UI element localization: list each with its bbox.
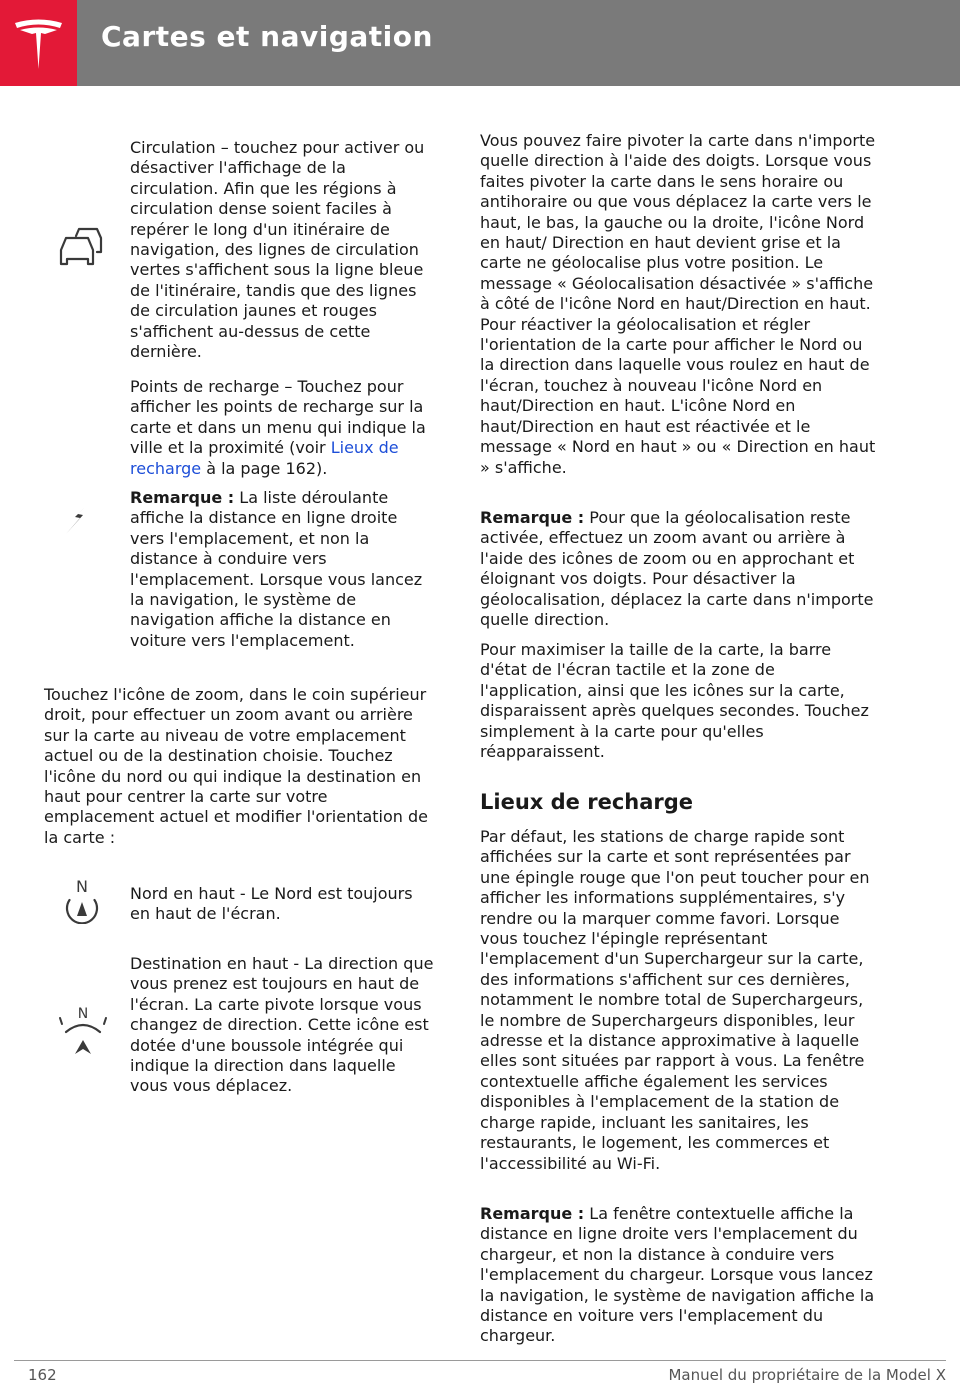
map-rotation-description: Vous pouvez faire pivoter la carte dans n'importe quelle direction à l'aide des doigts. Lorsque vous faites pivoter la carte dans le sens horaire ou antihoraire ou que vous déplacez la carte vers le haut, le bas, la gauche ou la droite, l'icône Nord en haut/ Direction en haut devient grise et la carte ne géolocalise plus votre position. Le message « Géolocalisation désactivée » s'affiche à côté de l'icône Nord en haut/Direction en haut. Pour réactiver la géolocalisation et régler l'orientation de la carte pour afficher le Nord ou la direction dans laquelle vous roulez en haut de l'écran, touchez à nouveau l'icône Nord en haut/Direction en haut. L'icône Nord en haut/Direction en haut est réactivée et le message « Nord en haut » ou « Direction en haut » s'affiche.: [480, 131, 876, 477]
charging-locations-description: Par défaut, les stations de charge rapide sont affichées sur la carte et sont représentées par une épingle rouge que l'on peut toucher pour en afficher les informations supplémentaires, s'y rendre ou la marquer comme favori. Lorsque vous touchez l'épingle représentant l'emplacement d'un Superchargeur sur la carte, des informations s'affichent sur ces dernières, notamment le nombre total de Superchargeurs, le nombre de Superchargeurs disponibles, leur adresse et la distance approximative à laquelle elles sont situées par rapport à vous. La fenêtre contextuelle affiche également les services disponibles à l'emplacement de la station de charge rapide, incluant les sanitaires, les restaurants, le logement, les commerces et l'accessibilité au Wi-Fi.: [480, 827, 870, 1173]
tesla-logo: [0, 0, 77, 86]
traffic-icon: [58, 226, 106, 270]
page-header: [0, 0, 960, 86]
maximize-map-description: Pour maximiser la taille de la carte, la barre d'état de l'écran tactile et la zone de l'application, ainsi que les icônes sur la carte, disparaissent après quelques secondes. Touchez simplement à la carte pour qu'elles réapparaissent.: [480, 640, 869, 762]
footer-divider: [14, 1360, 946, 1361]
lightning-bolt-icon: [62, 496, 98, 536]
charging-points-description: Points de recharge – Touchez pour afficher les points de recharge sur la carte et dans un menu qui indique la ville et la proximité (voir Lieux de recharge à la page 162).: [130, 377, 426, 478]
tesla-logo-icon: [12, 17, 65, 71]
page-title: Cartes et navigation: [101, 20, 433, 53]
north-letter: N: [76, 877, 88, 896]
manual-title: Manuel du propriétaire de la Model X: [668, 1366, 946, 1384]
geolocation-note: Remarque : Pour que la géolocalisation reste activée, effectuez un zoom avant ou arrière à l'aide des icônes de zoom ou en approchant et éloignant vos doigts. Pour désactiver la géolocalisation, déplacez la carte dans n'importe quelle direction.: [480, 508, 874, 630]
traffic-description: Circulation – touchez pour activer ou désactiver l'affichage de la circulation. Afin que les régions à circulation dense soient faciles à repérer le long d'un itinéraire de navigation, des lignes de circulation vertes s'affichent sous la ligne bleue de l'itinéraire, tandis que des lignes de circulation jaunes et rouges s'affichent au-dessus de cette dernière.: [130, 138, 425, 362]
north-up-description: Nord en haut - Le Nord est toujours en haut de l'écran.: [130, 884, 413, 924]
zoom-description: Touchez l'icône de zoom, dans le coin supérieur droit, pour effectuer un zoom avant ou arrière sur la carte au niveau de votre emplacement actuel ou de la destination choisie. Touchez l'icône du nord ou qui indique la destination en haut pour centrer la carte sur votre emplacement actuel et modifier l'orientation de la carte :: [44, 685, 429, 847]
charging-points-note: Remarque : La liste déroulante affiche la distance en ligne droite vers l'emplacement, et non la distance à conduire vers l'emplacement. Lorsque vous lancez la navigation, le système de navigation affiche la distance en voiture vers l'emplacement.: [130, 488, 423, 650]
north-up-icon: [56, 876, 108, 924]
page-number: 162: [28, 1366, 57, 1384]
destination-north-letter: N: [77, 1006, 89, 1022]
charging-locations-link[interactable]: Lieux de recharge: [130, 438, 399, 478]
destination-up-icon: [52, 1004, 114, 1056]
section-title-charging-locations: Lieux de recharge: [480, 790, 694, 814]
destination-up-description: Destination en haut - La direction que vous prenez est toujours en haut de l'écran. La carte pivote lorsque vous changez de direction. Cette icône est dotée d'une boussole intégrée qui indique la direction dans laquelle vous vous déplacez.: [130, 954, 434, 1096]
popup-distance-note: Remarque : La fenêtre contextuelle affiche la distance en ligne droite vers l'emplacement du chargeur, et non la distance à conduire vers l'emplacement du chargeur. Lorsque vous lancez la navigation, le système de navigation affiche la distance en voiture vers l'emplacement du chargeur.: [480, 1204, 875, 1346]
